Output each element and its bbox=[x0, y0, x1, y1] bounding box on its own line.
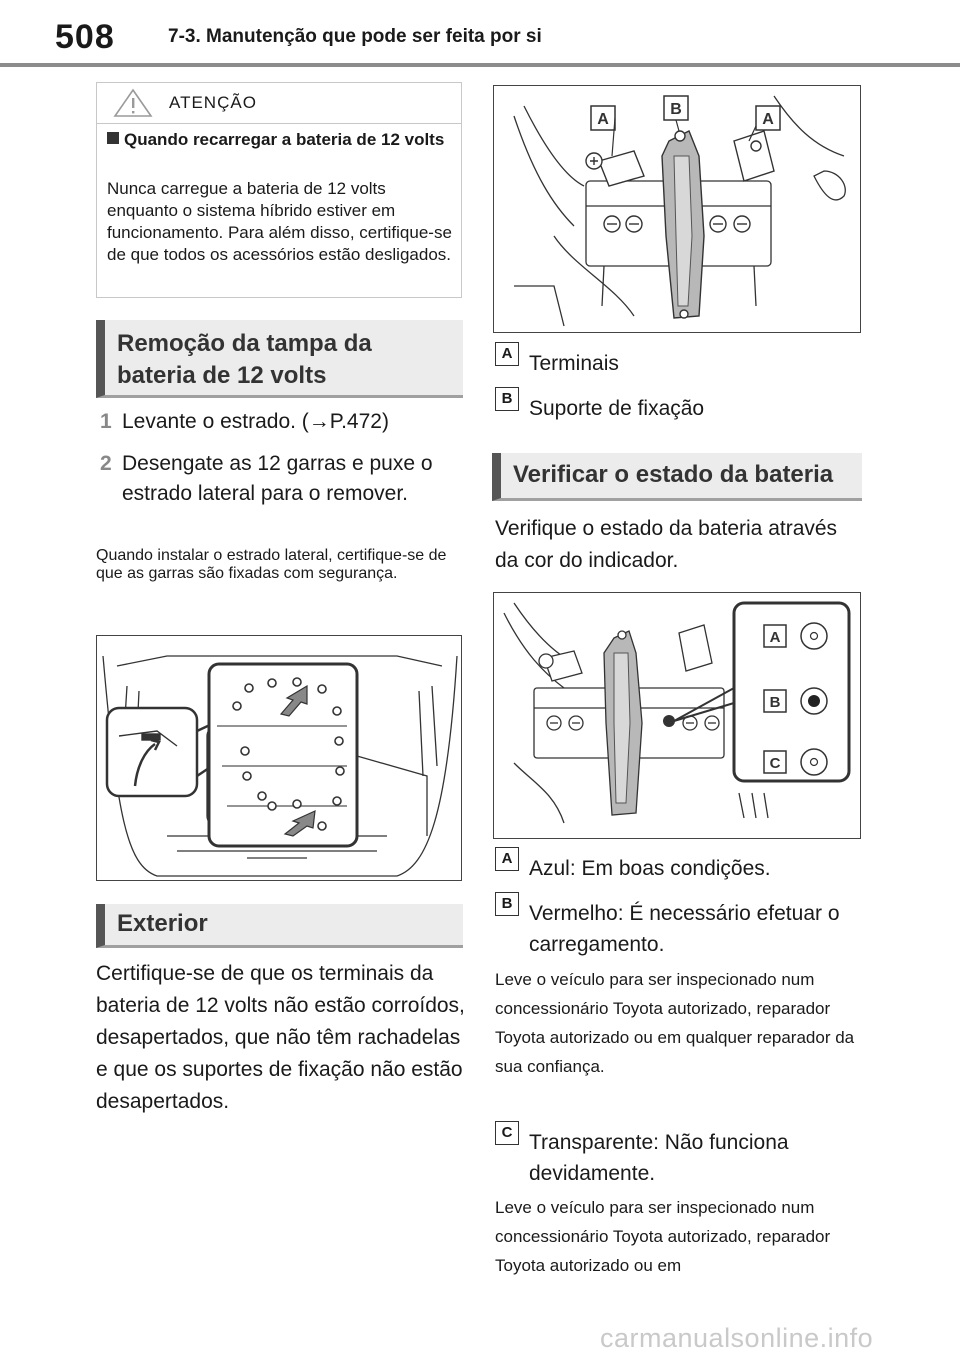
section-title-exterior: Exterior bbox=[96, 904, 463, 948]
indicator-label-a: A bbox=[769, 629, 781, 646]
running-header: 7-3. Manutenção que pode ser feita por si bbox=[168, 26, 542, 47]
section-title-cover-removal: Remoção da tampa da bateria de 12 volts bbox=[96, 320, 463, 398]
figure-label-a: A bbox=[597, 111, 609, 128]
warning-subtitle: Quando recarregar a bateria de 12 volts bbox=[107, 130, 457, 150]
legend-text: Suporte de fixação bbox=[529, 397, 705, 420]
indicator-label-b: B bbox=[769, 694, 781, 711]
legend-text: Vermelho: É necessário efetuar o carregamento. bbox=[529, 902, 840, 956]
indicator-label-c: C bbox=[769, 755, 781, 772]
legend-bracket bbox=[495, 390, 865, 425]
exterior-text: Certifique-se de que os terminais da bateria de 12 volts não estão corroídos, desapertados, que não têm rachadelas e que os suportes de fixação não estão desapertados. bbox=[96, 962, 465, 1113]
note-red: Leve o veículo para ser inspecionado num concessionário Toyota autorizado, reparador Toyota autorizado ou em qualquer reparador da sua confiança. bbox=[495, 970, 855, 1076]
battery-state-text: Verifique o estado da bateria através da cor do indicador. bbox=[495, 517, 838, 572]
legend-terminals bbox=[495, 345, 865, 380]
trunk-claws-illustration bbox=[96, 635, 462, 881]
legend-transparent bbox=[495, 1124, 865, 1191]
legend-text: Azul: Em boas condições. bbox=[529, 857, 771, 880]
warning-triangle-icon bbox=[113, 88, 153, 123]
step-number: 2 bbox=[100, 452, 112, 475]
watermark: carmanualsonline.info bbox=[600, 1323, 874, 1353]
label-box: A bbox=[495, 847, 519, 871]
label-box: B bbox=[495, 387, 519, 411]
battery-indicator-illustration bbox=[493, 592, 861, 839]
header-rule bbox=[0, 63, 960, 67]
cover-note: Quando instalar o estrado lateral, certifique-se de que as garras são fixadas com segurança. bbox=[96, 547, 447, 582]
figure-label-b: B bbox=[670, 101, 682, 118]
label-box: C bbox=[495, 1121, 519, 1145]
figure-label-a-right: A bbox=[762, 111, 774, 128]
section-title-battery-state: Verificar o estado da bateria bbox=[492, 453, 862, 501]
battery-terminals-illustration bbox=[493, 85, 861, 333]
warning-title: ATENÇÃO bbox=[169, 93, 257, 112]
warning-body: Nunca carregue a bateria de 12 volts enquanto o sistema híbrido estiver em funcionamento. Para além disso, certifique-se de que todos os acessórios estão desligados. bbox=[107, 179, 452, 264]
step-number: 1 bbox=[100, 410, 112, 433]
page-number: 508 bbox=[55, 18, 115, 56]
legend-text: Terminais bbox=[529, 352, 619, 375]
warning-header bbox=[97, 83, 461, 124]
step-text: Desengate as 12 garras e puxe o estrado lateral para o remover. bbox=[122, 452, 433, 505]
legend-blue bbox=[495, 850, 865, 885]
note-transparent: Leve o veículo para ser inspecionado num concessionário Toyota autorizado, reparador Toyota autorizado ou em bbox=[495, 1198, 831, 1275]
label-box: A bbox=[495, 342, 519, 366]
step-1 bbox=[100, 407, 389, 437]
legend-text: Transparente: Não funciona devidamente. bbox=[529, 1131, 789, 1185]
step-text: Levante o estrado. (→P.472) bbox=[122, 410, 389, 433]
square-bullet-icon bbox=[107, 132, 119, 144]
legend-red bbox=[495, 895, 865, 962]
warning-box bbox=[96, 82, 462, 298]
label-box: B bbox=[495, 892, 519, 916]
step-2 bbox=[100, 449, 460, 509]
